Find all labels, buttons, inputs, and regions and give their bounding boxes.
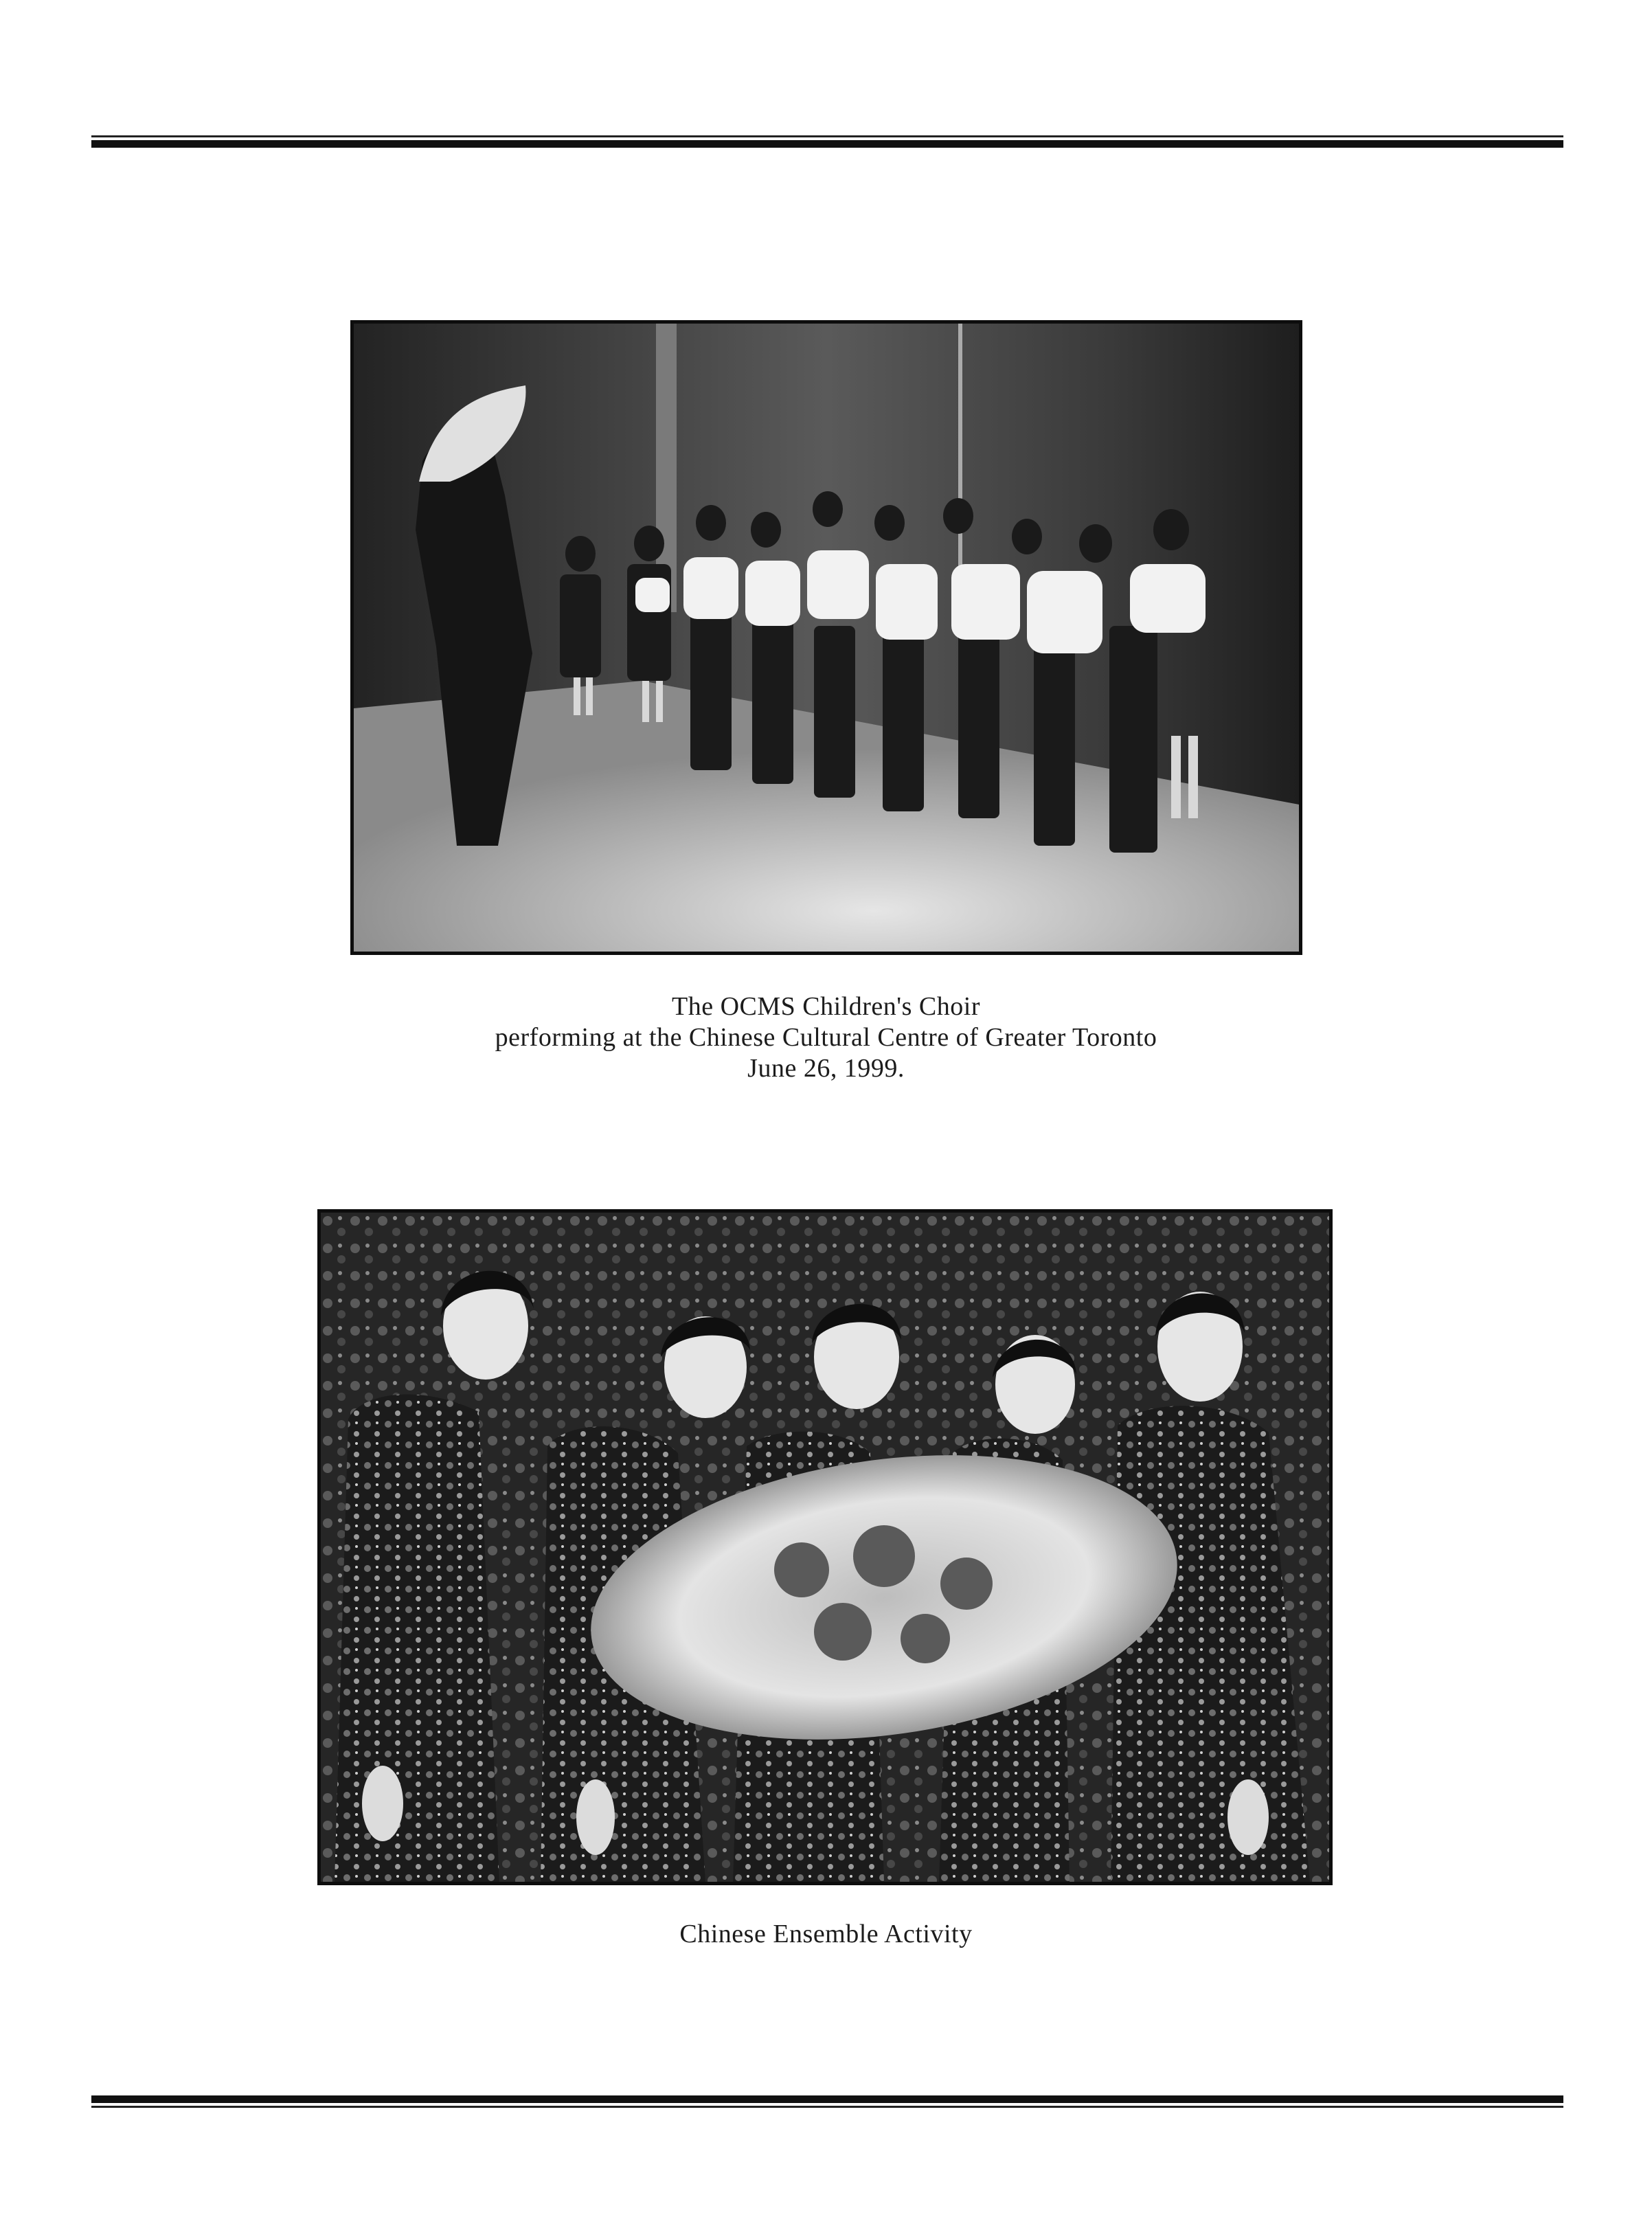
top-rule (91, 135, 1563, 148)
ensemble-photo-icon (321, 1213, 1329, 1882)
choir-caption-line-2: performing at the Chinese Cultural Centre of Greater Toronto (495, 1023, 1157, 1052)
choir-photo-icon (354, 324, 1299, 952)
ensemble-photo (317, 1209, 1333, 1885)
choir-caption-line-3: June 26, 1999. (747, 1054, 905, 1083)
choir-caption (0, 991, 1652, 1084)
choir-photo (350, 320, 1302, 955)
choir-caption-line-1: The OCMS Children's Choir (672, 992, 980, 1021)
ensemble-caption (0, 1919, 1652, 1950)
bottom-rule (91, 2095, 1563, 2108)
ensemble-caption-line-1: Chinese Ensemble Activity (679, 1920, 973, 1948)
